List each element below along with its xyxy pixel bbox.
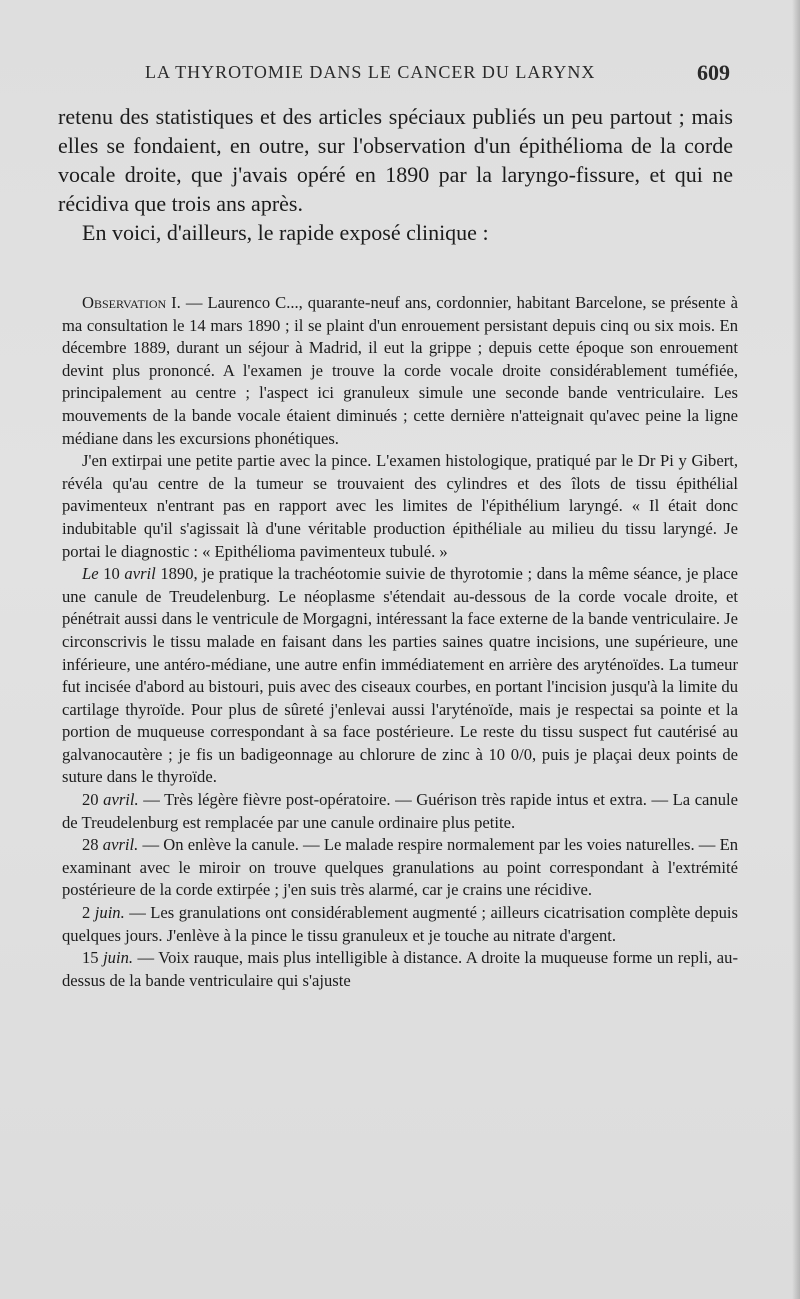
entry-3-date-b: avril. [102, 835, 139, 855]
observation-text-block [62, 292, 738, 992]
entry-3-text: — On enlève la canule. — Le malade respire normalement par les voies naturelles. — En examinant avec le miroir on trouve quelques granulations au point correspondant à l'extrémité postérieure de la corde extirpée ; j'en suis très alarmé, car je crains une récidive. [62, 835, 738, 900]
observation-paragraph-1 [62, 292, 738, 450]
entry-1-date-c: avril [124, 564, 156, 584]
entry-4-text: — Les granulations ont considérablement augmenté ; ailleurs cicatrisation complète depuis quelques jours. J'enlève à la pince le tissu granuleux et je touche au nitrate d'argent. [62, 903, 738, 945]
entry-28-avril [62, 834, 738, 902]
page-number: 609 [697, 60, 730, 85]
entry-1-date-a: Le [82, 564, 99, 584]
entry-2-text: — Très légère fièvre post-opératoire. — Guérison très rapide intus et extra. — La canule de Treudelenburg est remplacée par une canule ordinaire plus petite. [62, 790, 738, 832]
entry-2-date-b: avril. [103, 790, 139, 810]
entry-5-text: — Voix rauque, mais plus intelligible à distance. A droite la muqueuse forme un repli, au-dessus de la bande ventriculaire qui s'ajuste [62, 948, 738, 990]
intro-paragraph-2: En voici, d'ailleurs, le rapide exposé clinique : [82, 220, 489, 245]
observation-paragraph-2: J'en extirpai une petite partie avec la pince. L'examen histologique, pratiqué par le Dr Pi y Gibert, révéla qu'au centre de la tumeur se trouvaient des cylindres et des îlots de tissu épithélial pavimenteux n'entrant pas en rapport avec les limites de l'épithélium laryngé. « Il était donc indubitable qu'il s'agissait là d'une véritable production épithéliale au milieu du tissu laryngé. Je portai le diagnostic : « Epithélioma pavimenteux tubulé. » [62, 451, 738, 561]
entry-10-avril [62, 563, 738, 789]
intro-paragraph-1: retenu des statistiques et des articles spéciaux publiés un peu partout ; mais elles se fondaient, en outre, sur l'observation d'un épithélioma de la corde vocale droite, que j'avais opéré en 1890 par la laryngo-fissure, et qui ne récidiva que trois ans après. [58, 104, 733, 216]
entry-15-juin [62, 947, 738, 992]
observation-text-1: — Laurenco C..., quarante-neuf ans, cordonnier, habitant Barcelone, se présente à ma consultation le 14 mars 1890 ; il se plaint d'un enrouement persistant depuis cinq ou six mois. En décembre 1889, durant un séjour à Madrid, il eut la grippe ; depuis cette époque son enrouement devint plus prononcé. A l'examen je trouve la corde vocale droite considérablement tuméfiée, principalement au centre ; l'aspect ici granuleux simule une seconde bande ventriculaire. Les mouvements de la bande vocale étaient diminués ; cette dernière n'atteignait qu'avec peine la ligne médiane dans les excursions phonétiques. [62, 293, 738, 448]
entry-1-text: 1890, je pratique la trachéotomie suivie de thyrotomie ; dans la même séance, je place une canule de Treudelenburg. Le néoplasme s'étendait au-dessous de la corde vocale droite, et pénétrait aussi dans le ventricule de Morgagni, intéressant la face externe de la bande ventriculaire. Je circonscrivis le tissu malade en faisant dans les parties saines quatre incisions, une supérieure, une inférieure, une antéro-médiane, une autre enfin immédiatement en arrière des aryténoïdes. La tumeur fut incisée d'abord au bistouri, puis avec des ciseaux courbes, en portant l'incision jusqu'à la limite du cartilage thyroïde. Pour plus de sûreté j'enlevai aussi l'aryténoïde, mais je respectai sa pointe et la portion de muqueuse correspondant à sa face postérieure. Le reste du tissu suspect fut cautérisé au galvanocautère ; je fis un badigeonnage au chlorure de zinc à 10 0/0, puis je plaçai deux points de suture dans le thyroïde. [62, 564, 739, 787]
entry-2-date-a: 20 [82, 790, 99, 810]
scan-edge-shadow [792, 0, 800, 1299]
entry-2-juin [62, 902, 738, 947]
intro-text-block [58, 102, 733, 247]
entry-3-date-a: 28 [82, 835, 99, 855]
entry-5-date-b: juin. [103, 948, 134, 968]
entry-4-date-a: 2 [82, 903, 91, 923]
entry-5-date-a: 15 [82, 948, 99, 968]
entry-1-date-b: 10 [103, 564, 120, 584]
entry-20-avril [62, 789, 738, 834]
entry-4-date-b: juin. [94, 903, 125, 923]
running-title: LA THYROTOMIE DANS LE CANCER DU LARYNX [145, 62, 596, 82]
observation-label: Observation I. [82, 293, 181, 312]
